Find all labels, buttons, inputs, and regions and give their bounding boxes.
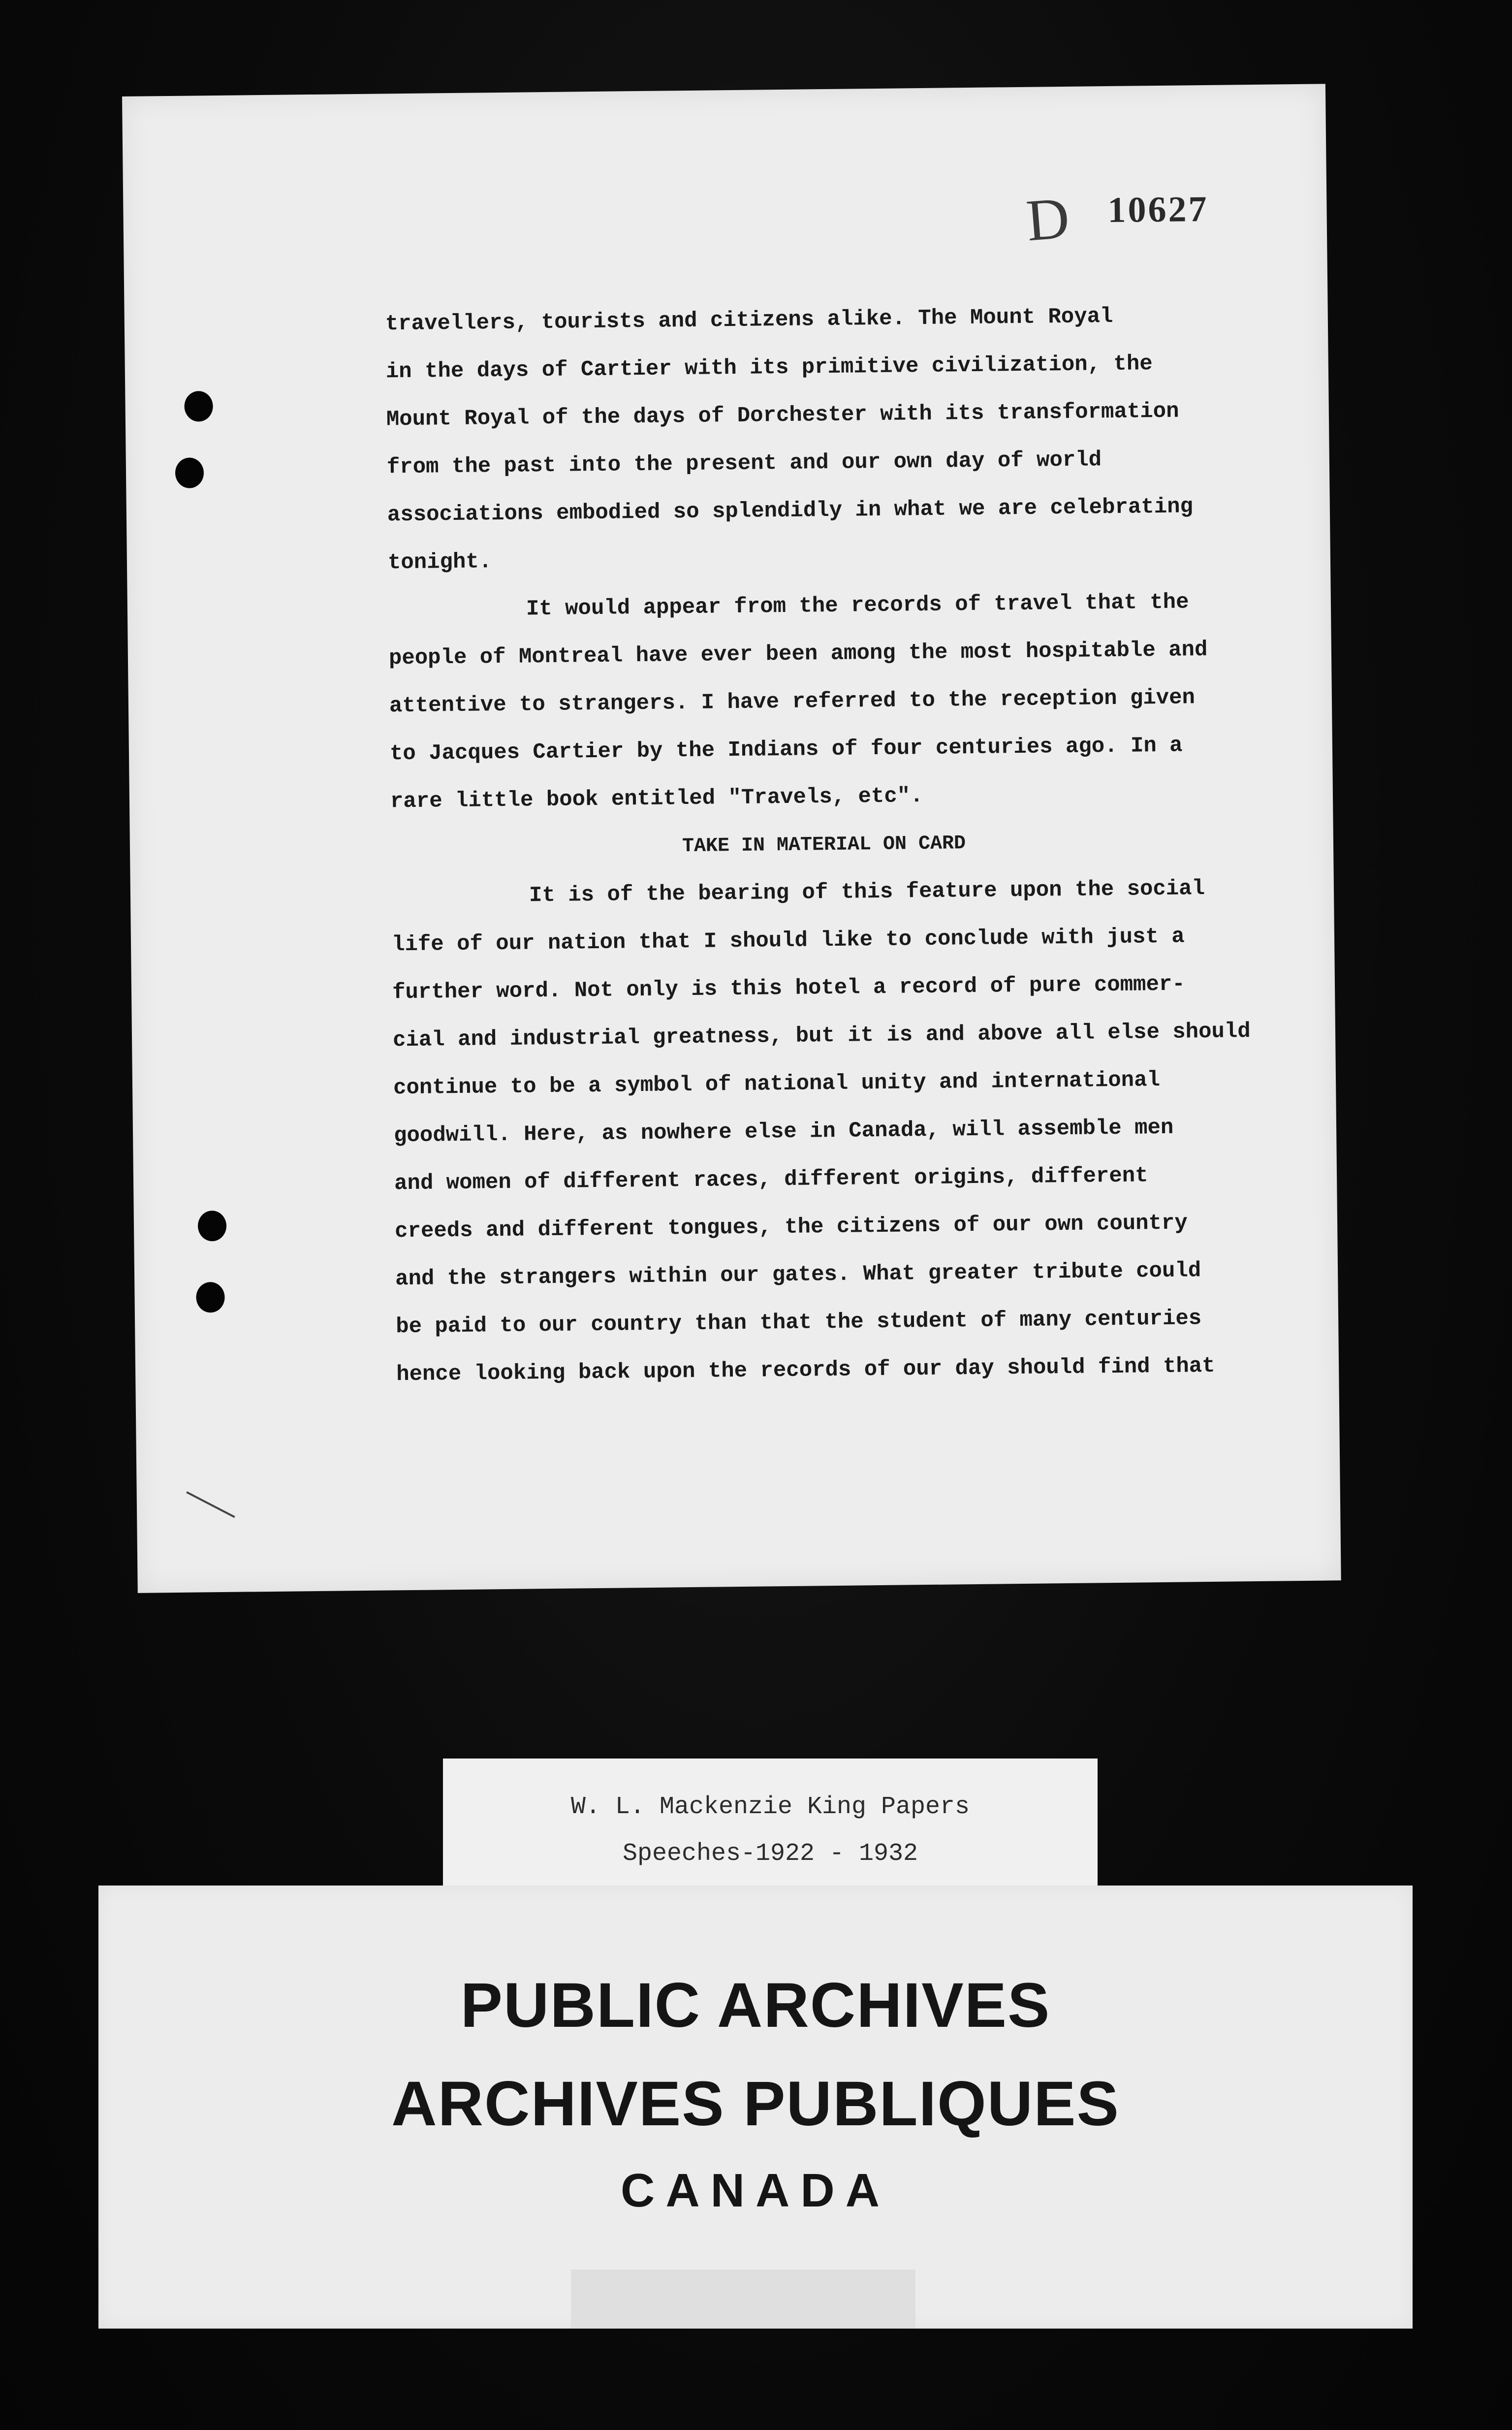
document-number: 10627 [1107,189,1209,231]
document-mark: D [1024,185,1072,254]
collection-name: W. L. Mackenzie King Papers [570,1793,970,1821]
text-line: from the past into the present and our own day of world [386,448,1102,480]
text-line: It would appear from the records of travel that the [526,590,1189,622]
text-line: to Jacques Cartier by the Indians of four centuries ago. In a [389,733,1183,767]
punch-hole [196,1282,225,1313]
text-line: goodwill. Here, as nowhere else in Canada, will assemble men [393,1115,1174,1149]
text-line: It is of the bearing of this feature upon the social [529,876,1205,908]
text-line: and the strangers within our gates. What greater tribute could [395,1258,1201,1292]
tape-strip [571,2270,915,2329]
text-line: hence looking back upon the records of our day should find that [396,1353,1215,1387]
text-line: life of our nation that I should like to conclude with just a [391,924,1185,958]
text-line: further word. Not only is this hotel a record of pure commer- [392,972,1185,1005]
typed-document-page [122,84,1341,1593]
text-line: continue to be a symbol of national unity and international [393,1068,1161,1101]
collection-label [443,1759,1098,1906]
text-line: in the days of Cartier with its primitive civilization, the [385,352,1153,384]
archive-title-french: ARCHIVES PUBLIQUES [391,2069,1120,2139]
text-line: attentive to strangers. I have referred to the reception given [389,685,1196,719]
punch-hole [175,457,204,488]
text-line: associations embodied so splendidly in what we are celebrating [387,494,1194,528]
archive-card [98,1886,1413,2329]
punch-hole [184,391,213,422]
text-line: tonight. [387,549,492,576]
text-line: people of Montreal have ever been among the most hospitable and [388,637,1208,671]
text-line: be paid to our country than that the student of many centuries [395,1306,1202,1340]
text-line: cial and industrial greatness, but it is and above all else should [392,1019,1251,1053]
text-line: and women of different races, different origins, different [394,1163,1148,1196]
text-line: creeds and different tongues, the citizens of our own country [394,1211,1188,1244]
collection-series: Speeches-1922 - 1932 [622,1840,918,1868]
document-body [385,291,1262,1399]
stray-pen-mark [186,1491,235,1518]
text-line: travellers, tourists and citizens alike. The Mount Royal [385,304,1113,337]
punch-hole [198,1211,227,1242]
archive-country: CANADA [621,2164,890,2217]
text-line: Mount Royal of the days of Dorchester with its transformation [386,399,1179,432]
archive-title-english: PUBLIC ARCHIVES [460,1970,1051,2041]
text-line: rare little book entitled "Travels, etc". [390,784,923,814]
instruction-heading: TAKE IN MATERIAL ON CARD [682,832,966,858]
